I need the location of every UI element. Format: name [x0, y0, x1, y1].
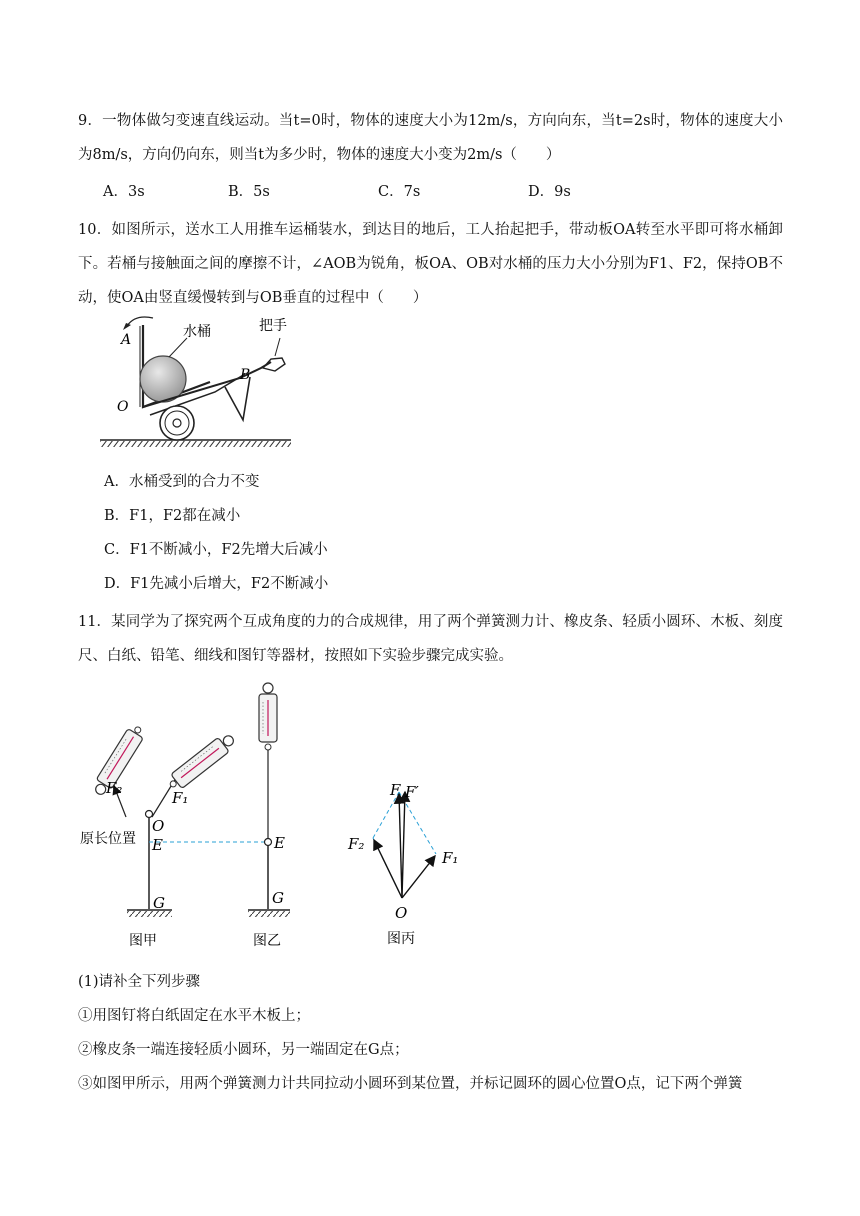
vector-f-prime	[402, 792, 405, 898]
q10-option-c: C．F1不断减小，F2先增大后减小	[104, 542, 328, 558]
rotation-arrow	[127, 317, 153, 326]
label-natural-length: 原长位置	[80, 831, 136, 847]
handle-grip	[263, 358, 285, 371]
label-e-jia: E	[152, 836, 163, 854]
question-11-text: 11．某同学为了探究两个互成角度的力的合成规律，用了两个弹簧测力计、橡皮条、轻质小圆环、木板、刻度尺、白纸、铅笔、细线和图钉等器材，按照如下实验步骤完成实验。	[78, 614, 783, 664]
spring-scale-f1	[165, 731, 238, 793]
q10-option-a: A．水桶受到的合力不变	[104, 474, 260, 490]
q9-option-c: C．7s	[378, 184, 421, 200]
figure-jia	[80, 723, 238, 949]
label-o-bing: O	[395, 904, 408, 922]
label-bucket: 水桶	[183, 324, 211, 340]
label-g-jia: G	[153, 894, 165, 912]
spring-scale-vertical	[259, 683, 277, 750]
q9-option-d: D．9s	[528, 184, 571, 200]
question-9-text: 9．一物体做匀变速直线运动。当t=0时，物体的速度大小为12m/s，方向向东，当t=2s时，物体的速度大小为8m/s，方向仍向东，则当t为多少时，物体的速度大小变为2m/s（ ）	[78, 113, 783, 163]
label-f2-bing: F₂	[348, 835, 365, 853]
label-o-jia: O	[152, 817, 165, 835]
q11-step-2: ②橡皮条一端连接轻质小圆环，另一端固定在G点；	[78, 1042, 409, 1058]
rotation-arrowhead	[123, 323, 131, 330]
q9-option-a: A．3s	[103, 184, 145, 200]
handle-leader-line	[275, 338, 280, 356]
question-10-text: 10．如图所示，送水工人用推车运桶装水，到达目的地后，工人抬起把手，带动板OA转至水平即可将水桶卸下。若桶与接触面之间的摩擦不计，∠AOB为锐角，板OA、OB对水桶的压力大小分别为F1、F2，保持OB不动，使OA由竖直缓慢转到与OB垂直的过程中（ ）	[78, 222, 783, 306]
vector-f	[399, 794, 402, 898]
ground-hatch	[100, 441, 291, 447]
label-o: O	[117, 399, 129, 415]
figure-bing	[347, 781, 458, 947]
bucket-leader-line	[169, 338, 187, 357]
vector-f1	[402, 856, 435, 898]
label-g-yi: G	[272, 889, 284, 907]
caption-bing: 图丙	[387, 931, 415, 947]
label-f-prime: F′	[405, 783, 419, 801]
cart-diagram	[95, 312, 300, 447]
label-f1-jia: F₁	[172, 789, 189, 807]
yi-ring	[265, 839, 272, 846]
vector-f2	[374, 840, 402, 898]
force-experiment-figure	[72, 676, 472, 954]
label-f1-bing: F₁	[442, 849, 459, 867]
figure-yi	[248, 683, 290, 949]
jia-hatch	[127, 911, 172, 917]
label-f2-jia: F₂	[106, 779, 123, 797]
q10-option-b: B．F1，F2都在减小	[104, 508, 241, 524]
water-bucket	[140, 356, 186, 402]
yi-hatch	[248, 911, 290, 917]
label-e-yi: E	[274, 834, 285, 852]
q11-step-3: ③如图甲所示，用两个弹簧测力计共同拉动小圆环到某位置，并标记圆环的圆心位置O点，记下两个弹簧	[78, 1076, 743, 1092]
label-a: A	[121, 332, 132, 348]
q10-option-d: D．F1先减小后增大，F2不断减小	[104, 576, 329, 592]
q11-step-1: ①用图钉将白纸固定在水平木板上；	[78, 1008, 310, 1024]
q9-option-b: B．5s	[228, 184, 270, 200]
q11-step-heading: (1)请补全下列步骤	[78, 974, 201, 990]
label-f: F	[390, 781, 401, 799]
label-b: B	[240, 367, 251, 383]
label-handle: 把手	[259, 318, 287, 334]
caption-yi: 图乙	[253, 933, 281, 949]
caption-jia: 图甲	[129, 933, 157, 949]
